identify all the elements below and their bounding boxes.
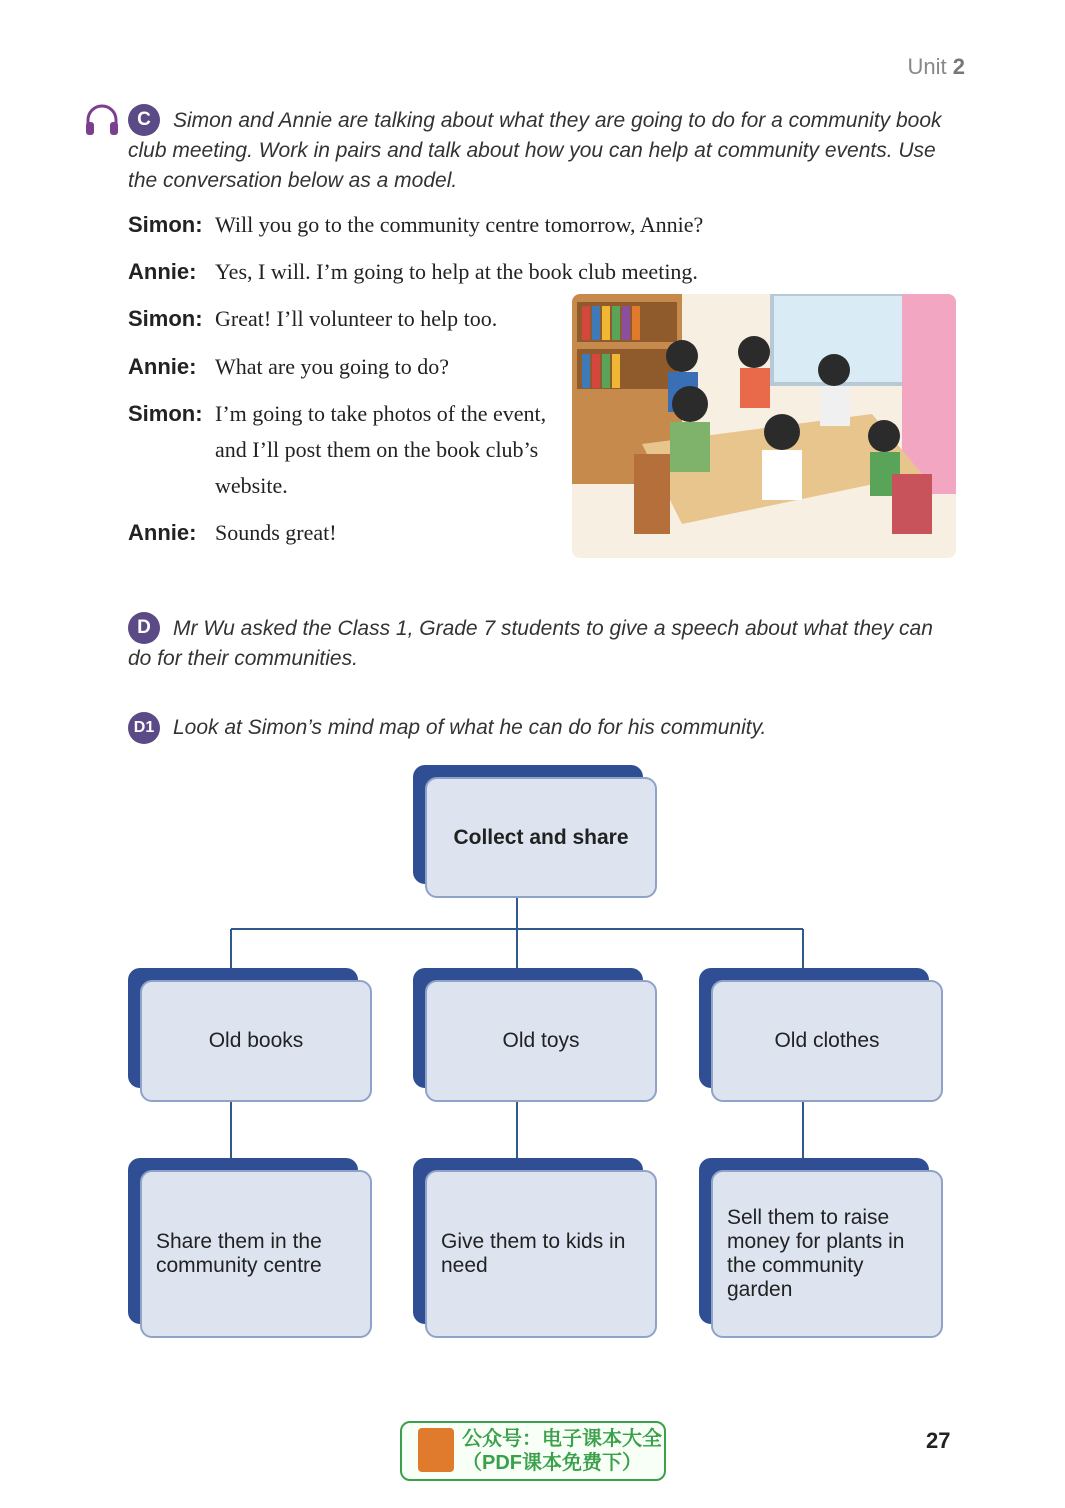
mind-map-action (413, 1158, 657, 1338)
stamp-line-1: 公众号：电子课本大全 (462, 1428, 662, 1450)
utterance: What are you going to do? (215, 354, 449, 379)
unit-label: Unit 2 (907, 54, 965, 79)
speaker: Simon: (128, 401, 203, 426)
mind-map-action (128, 1158, 372, 1338)
stamp-line-2: （PDF课本免费下） (462, 1452, 642, 1474)
branch-label: Old clothes (711, 980, 943, 1102)
section-d1-badge: D1 (128, 712, 160, 744)
action-label: Give them to kids in need (425, 1170, 657, 1338)
mind-map-root (413, 765, 657, 898)
branch-label: Old toys (425, 980, 657, 1102)
utterance: Yes, I will. I’m going to help at the book club meeting. (215, 259, 698, 284)
unit-number: 2 (952, 54, 965, 79)
section-c-instruction: Simon and Annie are talking about what they are going to do for a community book club meeting. Work in pairs and talk about how you can help at community events. Use the conversation below as a model. (128, 109, 942, 192)
mind-map-action (699, 1158, 943, 1338)
action-label: Share them in the community centre (140, 1170, 372, 1338)
section-d-badge: D (128, 612, 160, 644)
speaker: Simon: (128, 212, 203, 237)
mind-map-branch (699, 968, 943, 1102)
utterance: Sounds great! (215, 520, 337, 545)
section-d-instruction: Mr Wu asked the Class 1, Grade 7 students to give a speech about what they can do for their communities. (128, 617, 933, 670)
speaker: Annie: (128, 259, 197, 284)
action-label: Sell them to raise money for plants in the community garden (711, 1170, 943, 1338)
mind-map-branch (413, 968, 657, 1102)
utterance: I’m going to take photos of the event, and I’ll post them on the book club’s website. (215, 401, 547, 498)
speaker: Simon: (128, 306, 203, 331)
mind-map-root-label: Collect and share (425, 777, 657, 898)
utterance: Great! I’ll volunteer to help too. (215, 306, 498, 331)
speaker: Annie: (128, 354, 197, 379)
section-d1-instruction: Look at Simon’s mind map of what he can do for his community. (173, 716, 767, 739)
branch-label: Old books (140, 980, 372, 1102)
utterance: Will you go to the community centre tomorrow, Annie? (215, 212, 704, 237)
watermark-stamp (400, 1421, 666, 1481)
page-number: 27 (926, 1428, 951, 1453)
speaker: Annie: (128, 520, 197, 545)
section-c-badge: C (128, 104, 160, 136)
book-icon (418, 1428, 454, 1472)
mind-map-branch (128, 968, 372, 1102)
